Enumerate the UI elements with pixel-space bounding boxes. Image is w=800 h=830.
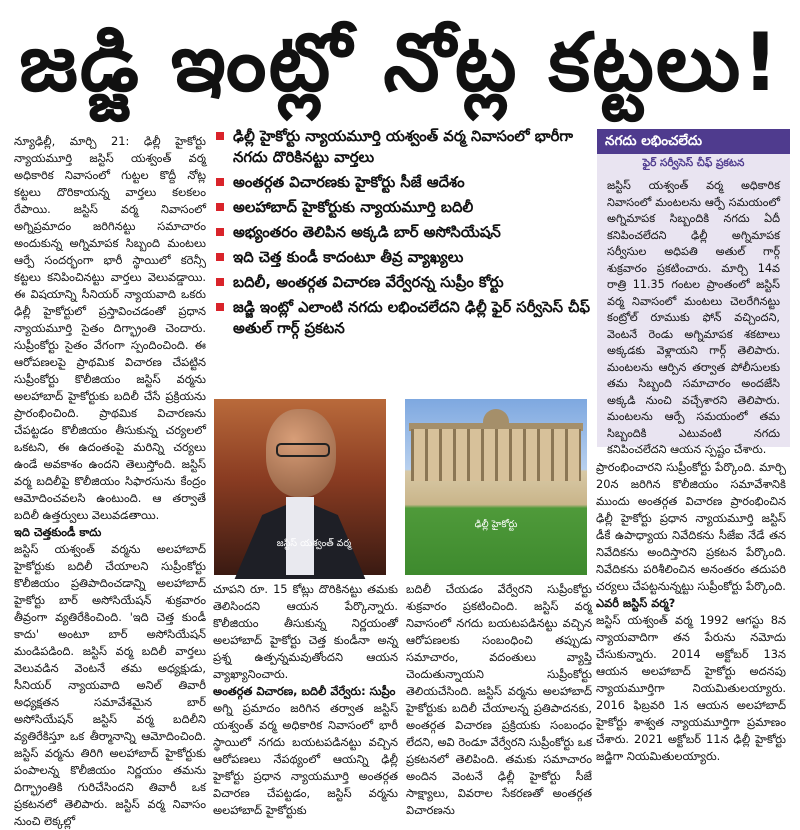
sidebar-box xyxy=(597,129,790,456)
highlights-list xyxy=(213,126,591,343)
highlight-item: ఢిల్లీ హైకోర్టు న్యాయమూర్తి యశ్వంత్ వర్మ నివాసంలో భారీగా నగదు దొరికినట్టు వార్తలు xyxy=(213,126,591,168)
headline: జడ్జి ఇంట్లో నోట్ల కట్టలు! xyxy=(19,16,781,109)
justice-photo xyxy=(214,399,386,575)
photo-caption: జస్టిస్ యశ్వంత్ వర్మ xyxy=(276,538,352,549)
article-paragraph: జస్టిస్ యశ్వంత్ వర్మను అలహాబాద్ హైకోర్టుకు బదిలీ చేయాలని సుప్రీంకోర్టు కొలీజియం ప్రతిపాదించడాన్ని అలహాబాద్ హైకోర్టు బార్ అసోసియేషన్ శుక్రవారం తీవ్రంగా వ్యతిరేకించింది. 'ఇది చెత్త కుండీ కాదు' అంటూ బార్ అసోసియేషన్ మండిపడింది. జస్టిస్ వర్మ బదిలీ వార్తలు వెలువడిన వెంటనే తమ అధ్యక్షుడు, సీనియర్ న్యాయవాది అనిల్ తివారీ అధ్యక్షతన సమావేశమైన బార్ అసోసియేషన్ జస్టిస్ వర్మ బదిలీని వ్యతిరేకిస్తూ ఒక తీర్మానాన్ని ఆమోదించింది. జస్టిస్ వర్మను తిరిగి అలహాబాద్ హైకోర్టుకు పంపాలన్న కొలీజియం నిర్ణయం తమను దిగ్భ్రాంతికి గురిచేసిందని తివారీ ఒక ప్రకటనలో తెలిపారు. జస్టిస్ వర్మ నివాసం నుంచి లెక్కల్లో xyxy=(14,542,206,828)
article-paragraph: బదిలీ చేయడం వేర్వేరని సుప్రీంకోర్టు శుక్రవారం ప్రకటించింది. జస్టిస్ వర్మ నివాసంలో నగదు బయటపడినట్టు వచ్చిన ఆరోపణలకు సంబంధించి తప్పుడు సమాచారం, వదంతులు వ్యాప్తి చెందుతున్నాయని సుప్రీంకోర్టు తెలియచేసింది. జస్టిస్ వర్మను అలహాబాద్ హైకోర్టుకు బదిలీ చేయాలన్న ప్రతిపాదనకు, అంతర్గత విచారణ ప్రక్రియకు సంబంధం లేదని, అవి రెండూ వేర్వేరని సుప్రీంకోర్టు ఒక ప్రకటనలో తెలిపింది. తమకు సమాచారం అందిన వెంటనే ఢిల్లీ హైకోర్టు సీజే సాక్ష్యాలు, వివరాల సేకరణతో అంతర్గత విచారణను xyxy=(406,582,592,817)
article-column-4 xyxy=(596,459,786,777)
subheading: ఎవరీ జస్టిస్ వర్మ? xyxy=(596,596,676,610)
subheading: ఇది చెత్తకుండీ కాదు xyxy=(14,525,102,539)
sidebar-subtitle: ఫైర్ సర్వీసెస్ చీఫ్ ప్రకటన xyxy=(642,157,745,169)
highlight-item: బదిలీ, అంతర్గత విచారణ వేర్వేరన్న సుప్రీం కోర్టు xyxy=(213,272,591,293)
high-court-photo xyxy=(405,399,587,575)
highlight-item: ఇది చెత్త కుండీ కాదంటూ తీవ్ర వ్యాఖ్యలు xyxy=(213,247,591,268)
subheading: అంతర్గత విచారణ, బదిలీ వేర్వేరు: సుప్రీం xyxy=(213,684,396,698)
article-paragraph: చూపని రూ. 15 కోట్లు దొరికినట్టు తమకు తెలిసిందని ఆయన పేర్కొన్నారు. కొలీజియం తీసుకున్న నిర్ణయంతో అలహాబాద్ హైకోర్టు చెత్త కుండీనా అన్న ప్రశ్న ఉత్పన్నమవుతోందని ఆయన వ్యాఖ్యానించారు. xyxy=(213,582,398,681)
sidebar-body: జస్టిస్ యశ్వంత్ వర్మ అధికారిక నివాసంలో మంటలను ఆర్పే సమయంలో అగ్నిమాపక సిబ్బందికి నగదు ఏదీ కనిపించలేదని ఢిల్లీ అగ్నిమాపక సర్వీసుల అధిపతి అతుల్ గార్గ్ శుక్రవారం ప్రకటించారు. మార్చి 14వ రాత్రి 11.35 గంటల ప్రాంతంలో జస్టిస్ వర్మ నివాసంలో మంటలు చెలరేగినట్టు కంట్రోల్ రూముకు ఫోన్ వచ్చిందని, వెంటనే రెండు అగ్నిమాపక శకటాలు అక్కడకు వెళ్లాయని గార్గ్ తెలిపారు. మంటలను ఆర్పిన తర్వాత పోలీసులకు తమ సిబ్బంది సమాచారం అందజేసి అక్కడి నుంచి వచ్చేశారని తెలిపారు. మంటలను ఆర్పే సమయంలో తమ సిబ్బందికి ఎటువంటి నగదు కనిపించలేదని ఆయన స్పష్టం చేశారు. xyxy=(607,179,780,456)
building-facade xyxy=(411,429,581,481)
article-column-3 xyxy=(406,581,592,817)
highlight-item: అభ్యంతరం తెలిపిన అక్కడి బార్ అసోసియేషన్ xyxy=(213,222,591,243)
article-paragraph: ప్రారంభించారని సుప్రీంకోర్టు పేర్కొంది. మార్చి 20న జరిగిన కొలీజియం సమావేశానికి ముందు అంతర్గత విచారణ ప్రారంభించిన ఢిల్లీ హైకోర్టు ప్రధాన న్యాయమూర్తి జస్టిస్ డీకే ఉపాధ్యాయ నివేదికను సీజేఐ నేడే తన నివేదికను అందిస్తారని ప్రకటన పేర్కొంది. నివేదికను పరిశీలించిన అనంతరం తదుపరి చర్యలు చేపట్టనున్నట్టు సుప్రీంకోర్టు పేర్కొంది. xyxy=(596,460,786,593)
highlight-item: జడ్జి ఇంట్లో ఎలాంటి నగదు లభించలేదని ఢిల్లీ ఫైర్ సర్వీసెస్ చీఫ్ అతుల్ గార్గ్ ప్రకటన xyxy=(213,297,591,339)
highlight-item: అంతర్గత విచారణకు హైకోర్టు సీజే ఆదేశం xyxy=(213,172,591,193)
article-paragraph: జస్టిస్ యశ్వంత్ వర్మ 1992 ఆగస్టు 8న న్యాయవాదిగా తన పేరును నమోదు చేసుకున్నారు. 2014 అక్టోబర్ 13న ఆయన అలహాబాద్ హైకోర్టు అదనపు న్యాయమూర్తిగా నియమితులయ్యారు. 2016 ఫిబ్రవరి 1న ఆయన అలహాబాద్ హైకోర్టు శాశ్వత న్యాయమూర్తిగా ప్రమాణం చేశారు. 2021 అక్టోబర్ 11న ఢిల్లీ హైకోర్టు జడ్జిగా నియమితులయ్యారు. xyxy=(596,613,786,763)
photo-shirt xyxy=(286,497,314,575)
article-column-1 xyxy=(14,133,206,828)
article-paragraph: న్యూఢిల్లీ, మార్చి 21: ఢిల్లీ హైకోర్టు న్యాయమూర్తి జస్టిస్ యశ్వంత్ వర్మ అధికారిక నివాసంలో గుట్టల కొద్దీ నోట్ల కట్టలు దొరికాయన్న వార్తలు కలకలం రేపాయి. జస్టిస్ వర్మ నివాసంలో అగ్నిప్రమాదం జరిగినట్టు సమాచారం అందుకున్న అగ్నిమాపక సిబ్బంది మంటలు ఆర్పే సందర్భంగా భారీ స్థాయిలో కరెన్సీ కట్టలు కనిపించినట్టు వార్తలు వెలువడ్డాయి. ఈ విషయాన్ని సీనియర్ న్యాయవాది ఒకరు ఢిల్లీ హైకోర్టులో ప్రస్తావించడంతో ప్రధాన న్యాయమూర్తి సైతం దిగ్భ్రాంతి చెందారు. సుప్రీంకోర్టు సైతం వేగంగా స్పందించింది. ఈ ఆరోపణలపై ప్రాథమిక విచారణ చేపట్టిన సుప్రీంకోర్టు కొలీజియం జస్టిస్ వర్మను అలహాబాద్ హైకోర్టుకు బదిలీ చేసే ప్రక్రియను ప్రారంభించింది. ప్రాథమిక విచారణను చేపట్టడం కొలీజియం తీసుకున్న చర్యలలో ఒకటని, ఈ ఉదంతంపై మరిన్ని చర్యలు ఉండే అవకాశం ఉందని తెలుస్తోంది. జస్టిస్ వర్మ బదిలీపై కొలీజియం సిఫారసును కేంద్రం ఆమోదించవలసి ఉంటుంది. ఆ తర్వాతే బదిలీ ఉత్తర్వులు వెలువడతాయి. xyxy=(14,134,206,522)
photo-glasses xyxy=(276,443,330,457)
article-paragraph: అగ్ని ప్రమాదం జరిగిన తర్వాత జస్టిస్ యశ్వంత్ వర్మ అధికారిక నివాసంలో భారీ స్థాయిలో నగదు బయటపడినట్టు వచ్చిన ఆరోపణలు నేపథ్యంలో ఆయన్ని ఢిల్లీ హైకోర్టు ప్రధాన న్యాయమూర్తి అంతర్గత విచారణ చేపట్టడం, జస్టిస్ వర్మను అలహాబాద్ హైకోర్టుకు xyxy=(213,701,398,817)
photo-caption: ఢిల్లీ హైకోర్టు xyxy=(474,519,518,530)
article-column-2 xyxy=(213,581,398,817)
highlight-item: అలహాబాద్ హైకోర్టుకు న్యాయమూర్తి బదిలీ xyxy=(213,197,591,218)
sidebar-title: నగదు లభించలేదు xyxy=(597,129,790,154)
